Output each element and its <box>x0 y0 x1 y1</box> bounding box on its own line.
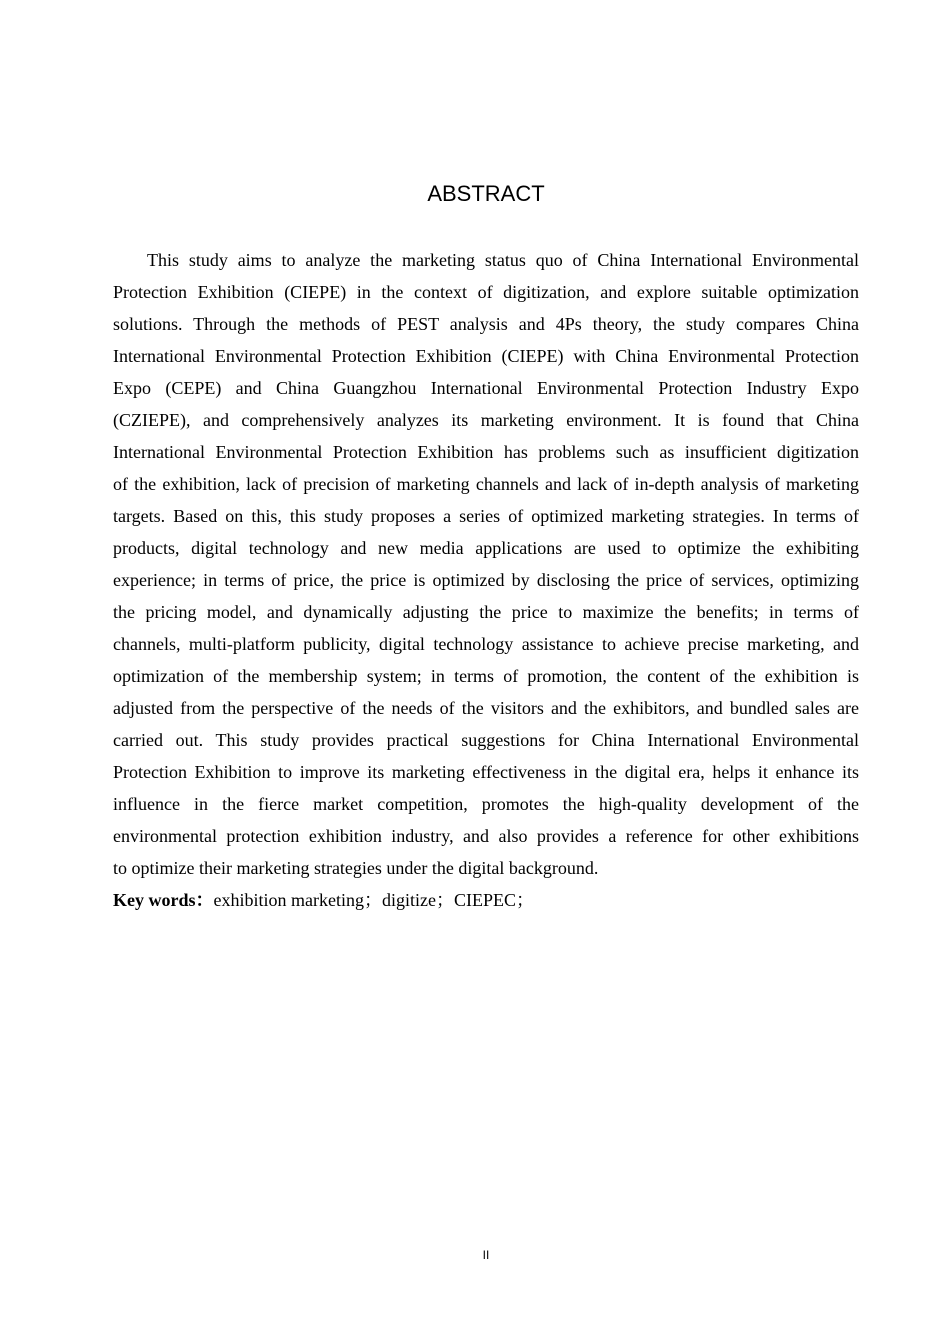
paragraph-line: Protection Exhibition (CIEPE) in the context of digitization, and explore suitable optimization <box>113 282 859 302</box>
paragraph-line: Expo (CEPE) and China Guangzhou International Environmental Protection Industry Expo <box>113 378 859 398</box>
paragraph-line: International Environmental Protection Exhibition has problems such as insufficient digitization <box>113 442 859 462</box>
paragraph-line: targets. Based on this, this study proposes a series of optimized marketing strategies. In terms of <box>113 506 859 526</box>
paragraph-line: environmental protection exhibition industry, and also provides a reference for other exhibitions <box>113 826 859 846</box>
paragraph-line: Protection Exhibition to improve its marketing effectiveness in the digital era, helps it enhance its <box>113 762 859 782</box>
abstract-heading: ABSTRACT <box>427 181 545 206</box>
page-number: II <box>482 1248 490 1262</box>
paragraph-line: of the exhibition, lack of precision of marketing channels and lack of in-depth analysis of marketing <box>113 474 859 494</box>
abstract-body <box>113 245 859 917</box>
paragraph-line: adjusted from the perspective of the needs of the visitors and the exhibitors, and bundled sales are <box>113 698 859 718</box>
paragraph-line: experience; in terms of price, the price is optimized by disclosing the price of services, optimizing <box>113 570 859 590</box>
paragraph-line: channels, multi-platform publicity, digital technology assistance to achieve precise marketing, and <box>113 634 859 654</box>
paragraph-line: solutions. Through the methods of PEST analysis and 4Ps theory, the study compares China <box>113 314 859 334</box>
paragraph-line: the pricing model, and dynamically adjusting the price to maximize the benefits; in terms of <box>113 602 859 622</box>
paragraph-line: International Environmental Protection Exhibition (CIEPE) with China Environmental Protection <box>113 346 859 366</box>
paragraph-line: optimization of the membership system; in terms of promotion, the content of the exhibition is <box>113 666 859 686</box>
abstract-paragraph <box>113 245 859 885</box>
keywords-label: Key words： <box>113 890 214 910</box>
paragraph-line: (CZIEPE), and comprehensively analyzes its marketing environment. It is found that China <box>113 410 859 430</box>
paragraph-line: carried out. This study provides practical suggestions for China International Environmental <box>113 730 859 750</box>
paragraph-line: to optimize their marketing strategies under the digital background. <box>113 858 599 878</box>
keywords-line <box>113 885 859 917</box>
paragraph-line: influence in the fierce market competition, promotes the high-quality development of the <box>113 794 859 814</box>
paragraph-line: products, digital technology and new media applications are used to optimize the exhibiting <box>113 538 859 558</box>
keywords-value: exhibition marketing；digitize；CIEPEC； <box>213 890 534 910</box>
paragraph-line: This study aims to analyze the marketing status quo of China International Environmental <box>147 250 859 270</box>
